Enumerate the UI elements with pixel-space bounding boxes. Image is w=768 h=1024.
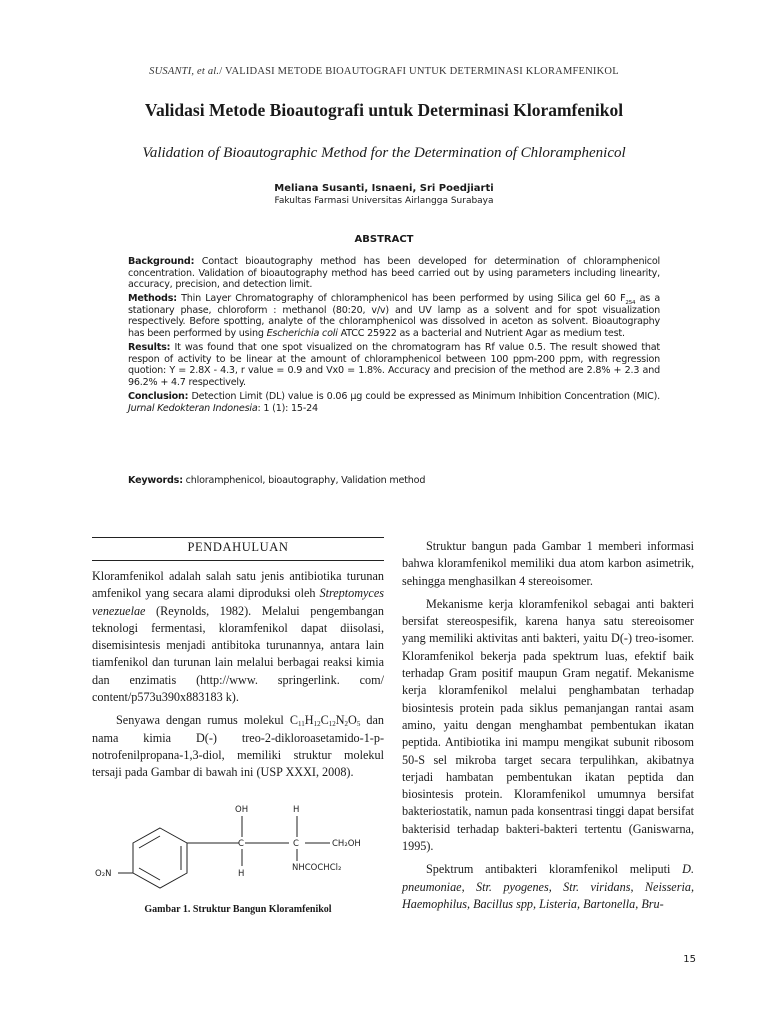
conclusion-label: Conclusion: xyxy=(128,391,189,403)
page-number: 15 xyxy=(683,954,696,965)
results-label: Results: xyxy=(128,342,171,354)
background-text: Contact bioautography method has been developed for determination of chloramphenicol concentration. Validation of bioautography method has beed carried out by using parameters including linearity, accuracy, precision, and detection limit. xyxy=(128,256,660,291)
keywords-text: chloramphenicol, bioautography, Validation method xyxy=(182,475,426,486)
o2n-label: O₂N xyxy=(95,869,112,879)
nhcochcl2-label: NHCOCHCl₂ xyxy=(292,863,342,873)
intro-p1-a: Kloramfenikol adalah salah satu jenis antibiotika turunan amfenikol yang secara alami diproduksi oleh xyxy=(92,569,384,601)
right-p3-species: D. pneumoniae, Str. pyogenes, Str. viridans, Neisseria, Haemophilus, Bacillus spp, Listeria, Bartonella, Bru- xyxy=(402,862,694,911)
conclusion-text: Detection Limit (DL) value is 0.06 μg could be expressed as Minimum Inhibition Concentration (MIC). xyxy=(188,391,660,403)
h-top-label: H xyxy=(293,805,300,815)
abstract-methods xyxy=(128,293,660,339)
right-paragraph-1: Struktur bangun pada Gambar 1 memberi informasi bahwa kloramfenikol memiliki dua atom karbon asimetrik, sehingga menghasilkan 4 stereoisomer. xyxy=(402,539,694,588)
keywords xyxy=(128,475,660,486)
carbon-1-label: C xyxy=(238,839,244,849)
results-text: It was found that one spot visualized on the chromatogram has Rf value 0.5. The result showed that respon of activity to be linear at the amount of chloramphenicol between 100 ppm-200 ppm, with regression quotion: Y = 2.8X - 4.3, r value = 0.9 and Vx0 = 1.8%. Accuracy and precision of the method are 2.8% + 2.3 and 96.2% + 4.7 respectively. xyxy=(128,342,660,388)
right-column xyxy=(402,538,694,913)
section-heading: PENDAHULUAN xyxy=(187,540,289,554)
keywords-label: Keywords: xyxy=(128,475,183,486)
formula-part: H xyxy=(304,713,314,728)
article-affiliation: Fakultas Farmasi Universitas Airlangga Surabaya xyxy=(274,196,494,206)
section-rule-bottom xyxy=(92,560,384,561)
section-rule-top xyxy=(92,537,384,538)
carbon-2-label: C xyxy=(293,839,299,849)
figure-caption: Gambar 1. Struktur Bangun Kloramfenikol xyxy=(144,904,332,915)
right-paragraph-2: Mekanisme kerja kloramfenikol sebagai anti bakteri bersifat stereospesifik, karena hanya satu stereoisomer yang memiliki aktivitas anti bakteri, yaitu D(-) treo-isomer. Kloramfenikol bekerja pada spektrum luas, efektif baik terhadap Gram positif maupun Gram negatif. Mekanisme kerja kloramfenikol melalui penghambatan terhadap biosintesis protein pada siklus pemanjangan rantai asam amino, yaitu dengan menghambat pembentukan ikatan peptida. Antibiotika ini mampu mengikat subunit ribosom 50-S sel mikroba target secara terpulihkan, akibatnya terjadi hambatan pembentukan ikatan peptida dan biosintesis protein. Kloramfenikol umumnya bersifat bakteriostatik, namun pada konsentrasi tinggi dapat bersifat bakterisid terhadap bakteri-bakteri tertentu (Ganiswarna, 1995). xyxy=(402,596,694,854)
article-authors: Meliana Susanti, Isnaeni, Sri Poedjiarti xyxy=(274,183,494,194)
abstract-results xyxy=(128,342,660,388)
formula-subscript: 12 xyxy=(328,720,336,729)
intro-p1-b: (Reynolds, 1982). Melalui pengembangan teknologi fermentasi, kloramfenikol dapat diisolasi, disemisintesis menjadi antibitoka turunannya, antara lain tiamfenikol dan turunan lain melalui berbagai reaksi kimia dan enzimatis (http://www. springerlink. com/ content/p573u390x883183 k). xyxy=(92,603,384,705)
article-subtitle: Validation of Bioautographic Method for the Determination of Chloramphenicol xyxy=(142,145,626,161)
abstract-background xyxy=(128,256,660,291)
formula-part: Senyawa dengan rumus molekul C xyxy=(116,713,298,728)
formula-part: O xyxy=(348,713,357,728)
methods-subscript: 254 xyxy=(625,300,636,307)
formula-subscript: 12 xyxy=(313,720,321,729)
running-header xyxy=(0,66,768,77)
intro-p1-species: Streptomyces venezuelae xyxy=(92,586,384,618)
intro-paragraph-1 xyxy=(92,568,384,706)
methods-text-2: as a stationary phase, chloroform : methanol (80:20, v/v) and UV lamp as a solvent and for spot visualization respectively. Before spotting, analyte of the chloramphenicol was dissolved in aceton as solvent. Bioautography has been performed by using xyxy=(128,293,661,340)
methods-label: Methods: xyxy=(128,293,177,305)
citation-journal: Jurnal Kedokteran Indonesia xyxy=(128,402,258,414)
background-label: Background: xyxy=(128,256,195,267)
formula-subscript: 11 xyxy=(298,720,305,729)
running-header-authors: SUSANTI, et al. xyxy=(149,66,220,77)
citation-rest: : 1 (1): 15-24 xyxy=(257,402,318,414)
h-bottom-label: H xyxy=(238,869,245,879)
abstract-heading: ABSTRACT xyxy=(354,234,414,245)
formula-subscript: 5 xyxy=(356,720,361,729)
intro-paragraph-2 xyxy=(92,712,384,781)
abstract-body xyxy=(128,256,660,417)
methods-organism: Escherichia coli xyxy=(266,328,338,340)
left-column xyxy=(92,568,384,782)
methods-text-1: Thin Layer Chromatography of chloramphenicol has been performed by using Silica gel 60 F xyxy=(176,293,626,305)
methods-text-3: ATCC 25922 as a bacterial and Nutrient Agar as medium test. xyxy=(337,328,625,340)
right-p3-a: Spektrum antibakteri kloramfenikol meliputi xyxy=(426,862,683,877)
formula-subscript: 2 xyxy=(344,720,349,729)
ch2oh-label: CH₂OH xyxy=(332,839,361,849)
running-header-title: / VALIDASI METODE BIOAUTOGRAFI UNTUK DETERMINASI KLORAMFENIKOL xyxy=(219,66,619,77)
right-paragraph-3 xyxy=(402,861,694,913)
formula-part: C xyxy=(320,713,329,728)
intro-p2-rest: dan nama kimia D(-) treo-2-dikloroasetamido-1-p-notrofenilpropana-1,3-diol, memiliki struktur molekul tersaji pada Gambar di bawah ini (USP XXXI, 2008). xyxy=(92,713,384,780)
article-title: Validasi Metode Bioautografi untuk Determinasi Kloramfenikol xyxy=(144,100,624,120)
abstract-conclusion xyxy=(128,391,660,414)
oh-label: OH xyxy=(235,805,249,815)
chloramphenicol-structure xyxy=(92,800,384,900)
formula-part: N xyxy=(335,713,345,728)
